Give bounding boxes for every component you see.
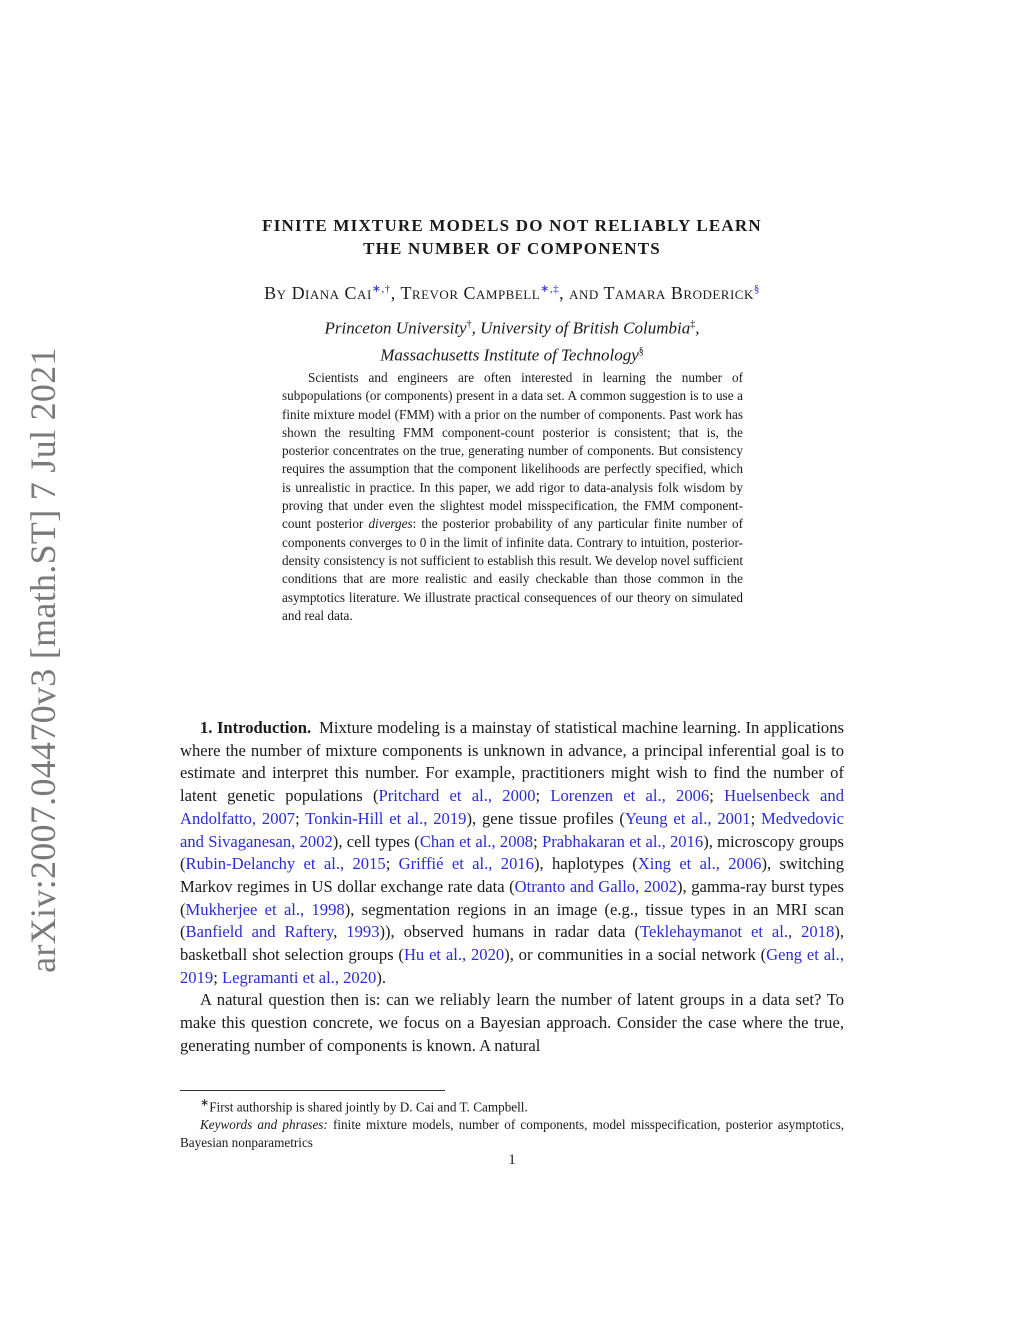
author-broderick: Tamara Broderick: [603, 283, 754, 303]
abstract-emphasis: diverges: [368, 516, 413, 532]
arxiv-side-stamp: [18, 340, 68, 980]
intro-text: ), switching Markov regimes in US dollar exchange rate data (: [180, 854, 845, 896]
by-word: By: [264, 283, 287, 303]
affiliation-line-2: [200, 340, 824, 367]
intro-text: ).: [376, 967, 386, 987]
citation-link[interactable]: Mukherjee et al., 1998: [185, 899, 345, 919]
keywords-text: finite mixture models, number of components, model misspecification, posterior asymptotics, Bayesian nonparametrics: [180, 1117, 844, 1151]
intro-text: Mixture modeling is a mainstay of statistical machine learning. In applications where the number of mixture components is unknown in advance, a principal inferential goal is to estimate and interpret this number. For example, practitioners might wish to find the number of latent genetic populations (: [180, 718, 844, 806]
paper-title: [180, 214, 844, 260]
intro-text: )), observed humans in radar data (: [379, 922, 641, 942]
citation-link[interactable]: 1993: [346, 922, 380, 942]
citation-link[interactable]: Geng et al., 2019: [180, 945, 844, 987]
intro-text: ), microscopy groups (: [180, 831, 845, 874]
citation-link[interactable]: Rubin-Delanchy et al., 2015: [185, 854, 386, 874]
affiliation-mit: Massachusetts Institute of Technology: [380, 345, 639, 365]
page-number: 1: [508, 1152, 516, 1168]
title-line-1: FINITE MIXTURE MODELS DO NOT RELIABLY LEARN: [262, 216, 762, 235]
intro-text: ;: [535, 786, 551, 806]
section-heading: 1. Introduction.: [200, 718, 312, 737]
footnote-authorship: [180, 1094, 844, 1116]
citation-link[interactable]: Xing et al., 2006: [637, 854, 762, 874]
citation-link[interactable]: Otranto and Gallo, 2002: [514, 876, 678, 896]
intro-text: ), or communities in a social network (: [504, 945, 767, 965]
intro-text: ;: [213, 967, 222, 987]
and-word: and: [569, 283, 599, 303]
introduction-section: [180, 717, 844, 1058]
citation-link[interactable]: Yeung et al., 2001: [624, 808, 751, 828]
author-broderick-marks[interactable]: §: [753, 283, 760, 295]
citation-link[interactable]: Medvedovic and Sivaganesan, 2002: [180, 808, 844, 851]
keywords-label: Keywords and phrases:: [200, 1117, 328, 1133]
abstract: [282, 369, 743, 625]
citation-link[interactable]: Griffié et al., 2016: [398, 854, 534, 874]
intro-text: ,: [333, 922, 347, 942]
footnotes: [180, 1094, 844, 1152]
citation-link[interactable]: Hu et al., 2020: [403, 945, 505, 965]
intro-text: ;: [709, 786, 725, 806]
affiliation-ubc: University of British Columbia: [480, 318, 691, 338]
intro-paragraph-1-content: [180, 718, 844, 987]
author-campbell: Trevor Campbell: [400, 283, 541, 303]
intro-text: ;: [295, 808, 306, 828]
intro-text: ), haplotypes (: [533, 854, 638, 874]
arxiv-identifier: arXiv:2007.04470v3 [math.ST] 7 Jul 2021: [23, 347, 63, 973]
intro-text: ;: [750, 808, 762, 828]
intro-text: ), cell types (: [332, 831, 420, 851]
intro-text: ), basketball shot selection groups (: [180, 922, 845, 965]
footnote-keywords: [180, 1116, 844, 1152]
citation-link[interactable]: Tonkin-Hill et al., 2019: [305, 808, 467, 828]
affiliation-princeton: Princeton University: [324, 318, 467, 338]
intro-text: ), gene tissue profiles (: [466, 808, 625, 828]
citation-link[interactable]: Teklehaymanot et al., 2018: [640, 922, 835, 942]
footnote-rule: [180, 1090, 445, 1091]
footnote-mark: ∗: [200, 1097, 210, 1109]
affiliation-ubc-mark: ‡: [690, 319, 696, 330]
intro-text: ;: [385, 854, 399, 874]
title-line-2: THE NUMBER OF COMPONENTS: [363, 239, 661, 258]
author-list: By Diana Cai∗,†, Trevor Campbell∗,‡, and Tamara Broderick§: [264, 283, 760, 303]
citation-link[interactable]: Banfield and Raftery: [185, 922, 334, 942]
affiliation-princeton-mark: †: [466, 319, 472, 330]
citation-link[interactable]: Chan et al., 2008: [419, 831, 534, 851]
abstract-text-end: : the posterior probability of any particular finite number of components converges to 0 in the limit of infinite data. Contrary to intuition, posterior-density consistency is not sufficient to establish this result. We develop novel sufficient conditions that are more realistic and easily checkable than those common in the asymptotics literature. We illustrate practical consequences of our theory on simulated and real data.: [282, 516, 743, 623]
intro-paragraph-2: A natural question then is: can we reliably learn the number of latent groups in a data set? To make this question concrete, we focus on a Bayesian approach. Consider the case where the true, generating number of components is known. A natural: [180, 990, 844, 1055]
affiliation-line-1: Princeton University†, University of British Columbia‡,: [324, 318, 700, 338]
intro-text: ;: [533, 831, 542, 851]
intro-paragraph-1: [180, 717, 844, 989]
author-cai-marks[interactable]: ∗,†: [371, 283, 391, 295]
author-cai: Diana Cai: [291, 283, 372, 303]
citation-link[interactable]: Lorenzen et al., 2006: [550, 786, 710, 806]
citation-link[interactable]: Huelsenbeck and Andolfatto, 2007: [180, 786, 845, 828]
affiliations: [200, 313, 824, 366]
footnote-authorship-text: First authorship is shared jointly by D. Cai and T. Campbell.: [209, 1099, 528, 1115]
affiliation-mit-mark: §: [638, 345, 644, 357]
intro-text: ), gamma-ray burst types (: [180, 876, 845, 919]
abstract-text-start: Scientists and engineers are often interested in learning the number of subpopulations (or components) present in a data set. A common suggestion is to use a finite mixture model (FMM) with a prior on the number of components. Past work has shown the resulting FMM component-count posterior is consistent; that is, the posterior concentrates on the true, generating number of components. But consistency requires the assumption that the component likelihoods are perfectly specified, which is unrealistic in practice. In this paper, we add rigor to data-analysis folk wisdom by proving that under even the slightest model misspecification, the FMM component-count posterior: [282, 370, 743, 532]
citation-link[interactable]: Prabhakaran et al., 2016: [542, 831, 704, 851]
author-campbell-marks[interactable]: ∗,‡: [540, 283, 560, 295]
intro-text: ), segmentation regions in an image (e.g., tissue types in an MRI scan (: [180, 899, 844, 942]
citation-link[interactable]: Pritchard et al., 2000: [378, 786, 536, 806]
citation-link[interactable]: Legramanti et al., 2020: [221, 967, 377, 987]
